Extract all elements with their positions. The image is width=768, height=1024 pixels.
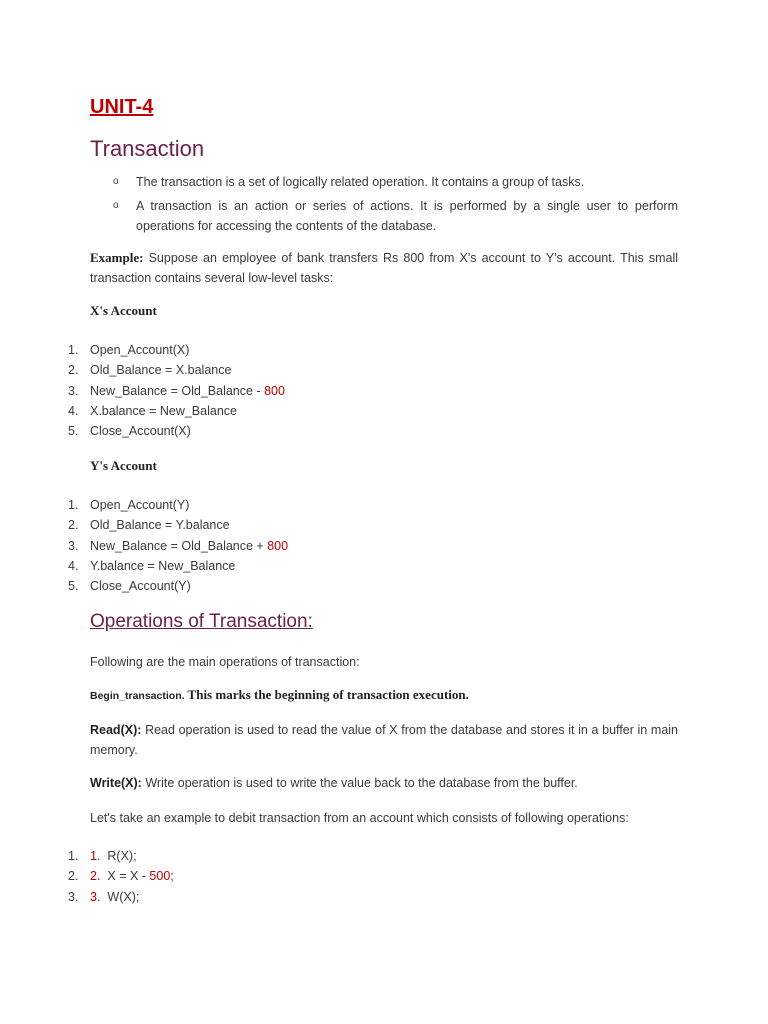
inner-number: 2. — [90, 869, 101, 884]
bullet-marker: o — [113, 176, 119, 187]
write-label: Write(X): — [90, 776, 142, 790]
step-text: Open_Account(X) — [90, 343, 190, 357]
begin-transaction-paragraph — [90, 685, 678, 706]
read-text: Read operation is used to read the value of X from the database and stores it in a buffer in main memory. — [90, 723, 678, 757]
example-label: Example: — [90, 250, 144, 265]
example-paragraph — [90, 248, 678, 288]
read-label: Read(X): — [90, 723, 142, 737]
step-text: Y.balance = New_Balance — [90, 558, 236, 573]
definition-text: The transaction is a set of logically related operation. It contains a group of tasks. — [136, 175, 585, 189]
step-tail: ; — [170, 869, 174, 884]
step-text: New_Balance = Old_Balance - — [90, 383, 265, 398]
operations-heading: Operations of Transaction: — [90, 611, 313, 632]
list-item — [0, 866, 700, 886]
y-account-steps — [0, 495, 700, 596]
step-text: W(X); — [107, 889, 140, 904]
list-item — [0, 556, 700, 576]
list-item — [0, 515, 700, 535]
definition-item — [90, 196, 678, 236]
step-text: R(X); — [107, 849, 137, 863]
example-text: Suppose an employee of bank transfers Rs 800 from X's account to Y's account. This small transaction contains several low-level tasks: — [90, 251, 678, 285]
step-text: Close_Account(Y) — [90, 579, 191, 594]
list-number: 2. — [68, 869, 79, 884]
list-number: 3. — [68, 538, 79, 553]
x-account-title: X's Account — [90, 303, 157, 318]
list-number: 3. — [68, 383, 79, 398]
definition-item — [90, 172, 678, 192]
list-item — [0, 381, 700, 401]
begin-text: This marks the beginning of transaction execution. — [184, 687, 469, 702]
begin-label: Begin_transaction. — [90, 690, 185, 702]
list-number: 4. — [68, 403, 79, 418]
step-text: Open_Account(Y) — [90, 498, 190, 512]
list-item — [0, 360, 700, 380]
write-paragraph — [90, 773, 678, 793]
list-item — [0, 340, 700, 360]
definition-list — [90, 172, 678, 240]
write-text: Write operation is used to write the value back to the database from the buffer. — [141, 776, 578, 790]
list-item — [0, 846, 700, 866]
unit-title: UNIT-4 — [90, 96, 154, 118]
list-item — [0, 401, 700, 421]
step-text: New_Balance = Old_Balance + — [90, 538, 268, 553]
list-number: 2. — [68, 518, 79, 533]
debit-example-intro: Let's take an example to debit transaction from an account which consists of following operations: — [90, 811, 629, 825]
list-number: 3. — [68, 889, 79, 904]
list-number: 1. — [68, 343, 79, 357]
list-item — [0, 887, 700, 907]
list-item — [0, 536, 700, 556]
list-number: 1. — [68, 849, 79, 863]
list-number: 5. — [68, 424, 79, 439]
step-text: Old_Balance = Y.balance — [90, 518, 230, 533]
operations-intro: Following are the main operations of transaction: — [90, 655, 360, 669]
list-item — [0, 495, 700, 515]
transaction-heading: Transaction — [90, 136, 205, 161]
list-number: 5. — [68, 579, 79, 594]
x-account-steps — [0, 340, 700, 441]
step-text: Close_Account(X) — [90, 424, 191, 439]
inner-number: 1. — [90, 849, 101, 863]
debit-steps — [0, 846, 700, 907]
list-item — [0, 576, 700, 596]
step-text: X.balance = New_Balance — [90, 403, 237, 418]
step-amount: 500 — [149, 869, 171, 884]
bullet-marker: o — [113, 200, 119, 211]
step-amount: 800 — [264, 383, 285, 398]
list-number: 2. — [68, 363, 79, 378]
inner-number: 3. — [90, 889, 101, 904]
step-text: X = X - — [107, 869, 150, 884]
list-number: 4. — [68, 558, 79, 573]
y-account-title: Y's Account — [90, 458, 157, 473]
definition-text: A transaction is an action or series of actions. It is performed by a single user to perform operations for accessing the contents of the database. — [136, 199, 678, 233]
list-item — [0, 421, 700, 441]
step-text: Old_Balance = X.balance — [90, 363, 232, 378]
list-number: 1. — [68, 498, 79, 512]
step-amount: 800 — [267, 538, 289, 553]
read-paragraph — [90, 720, 678, 760]
